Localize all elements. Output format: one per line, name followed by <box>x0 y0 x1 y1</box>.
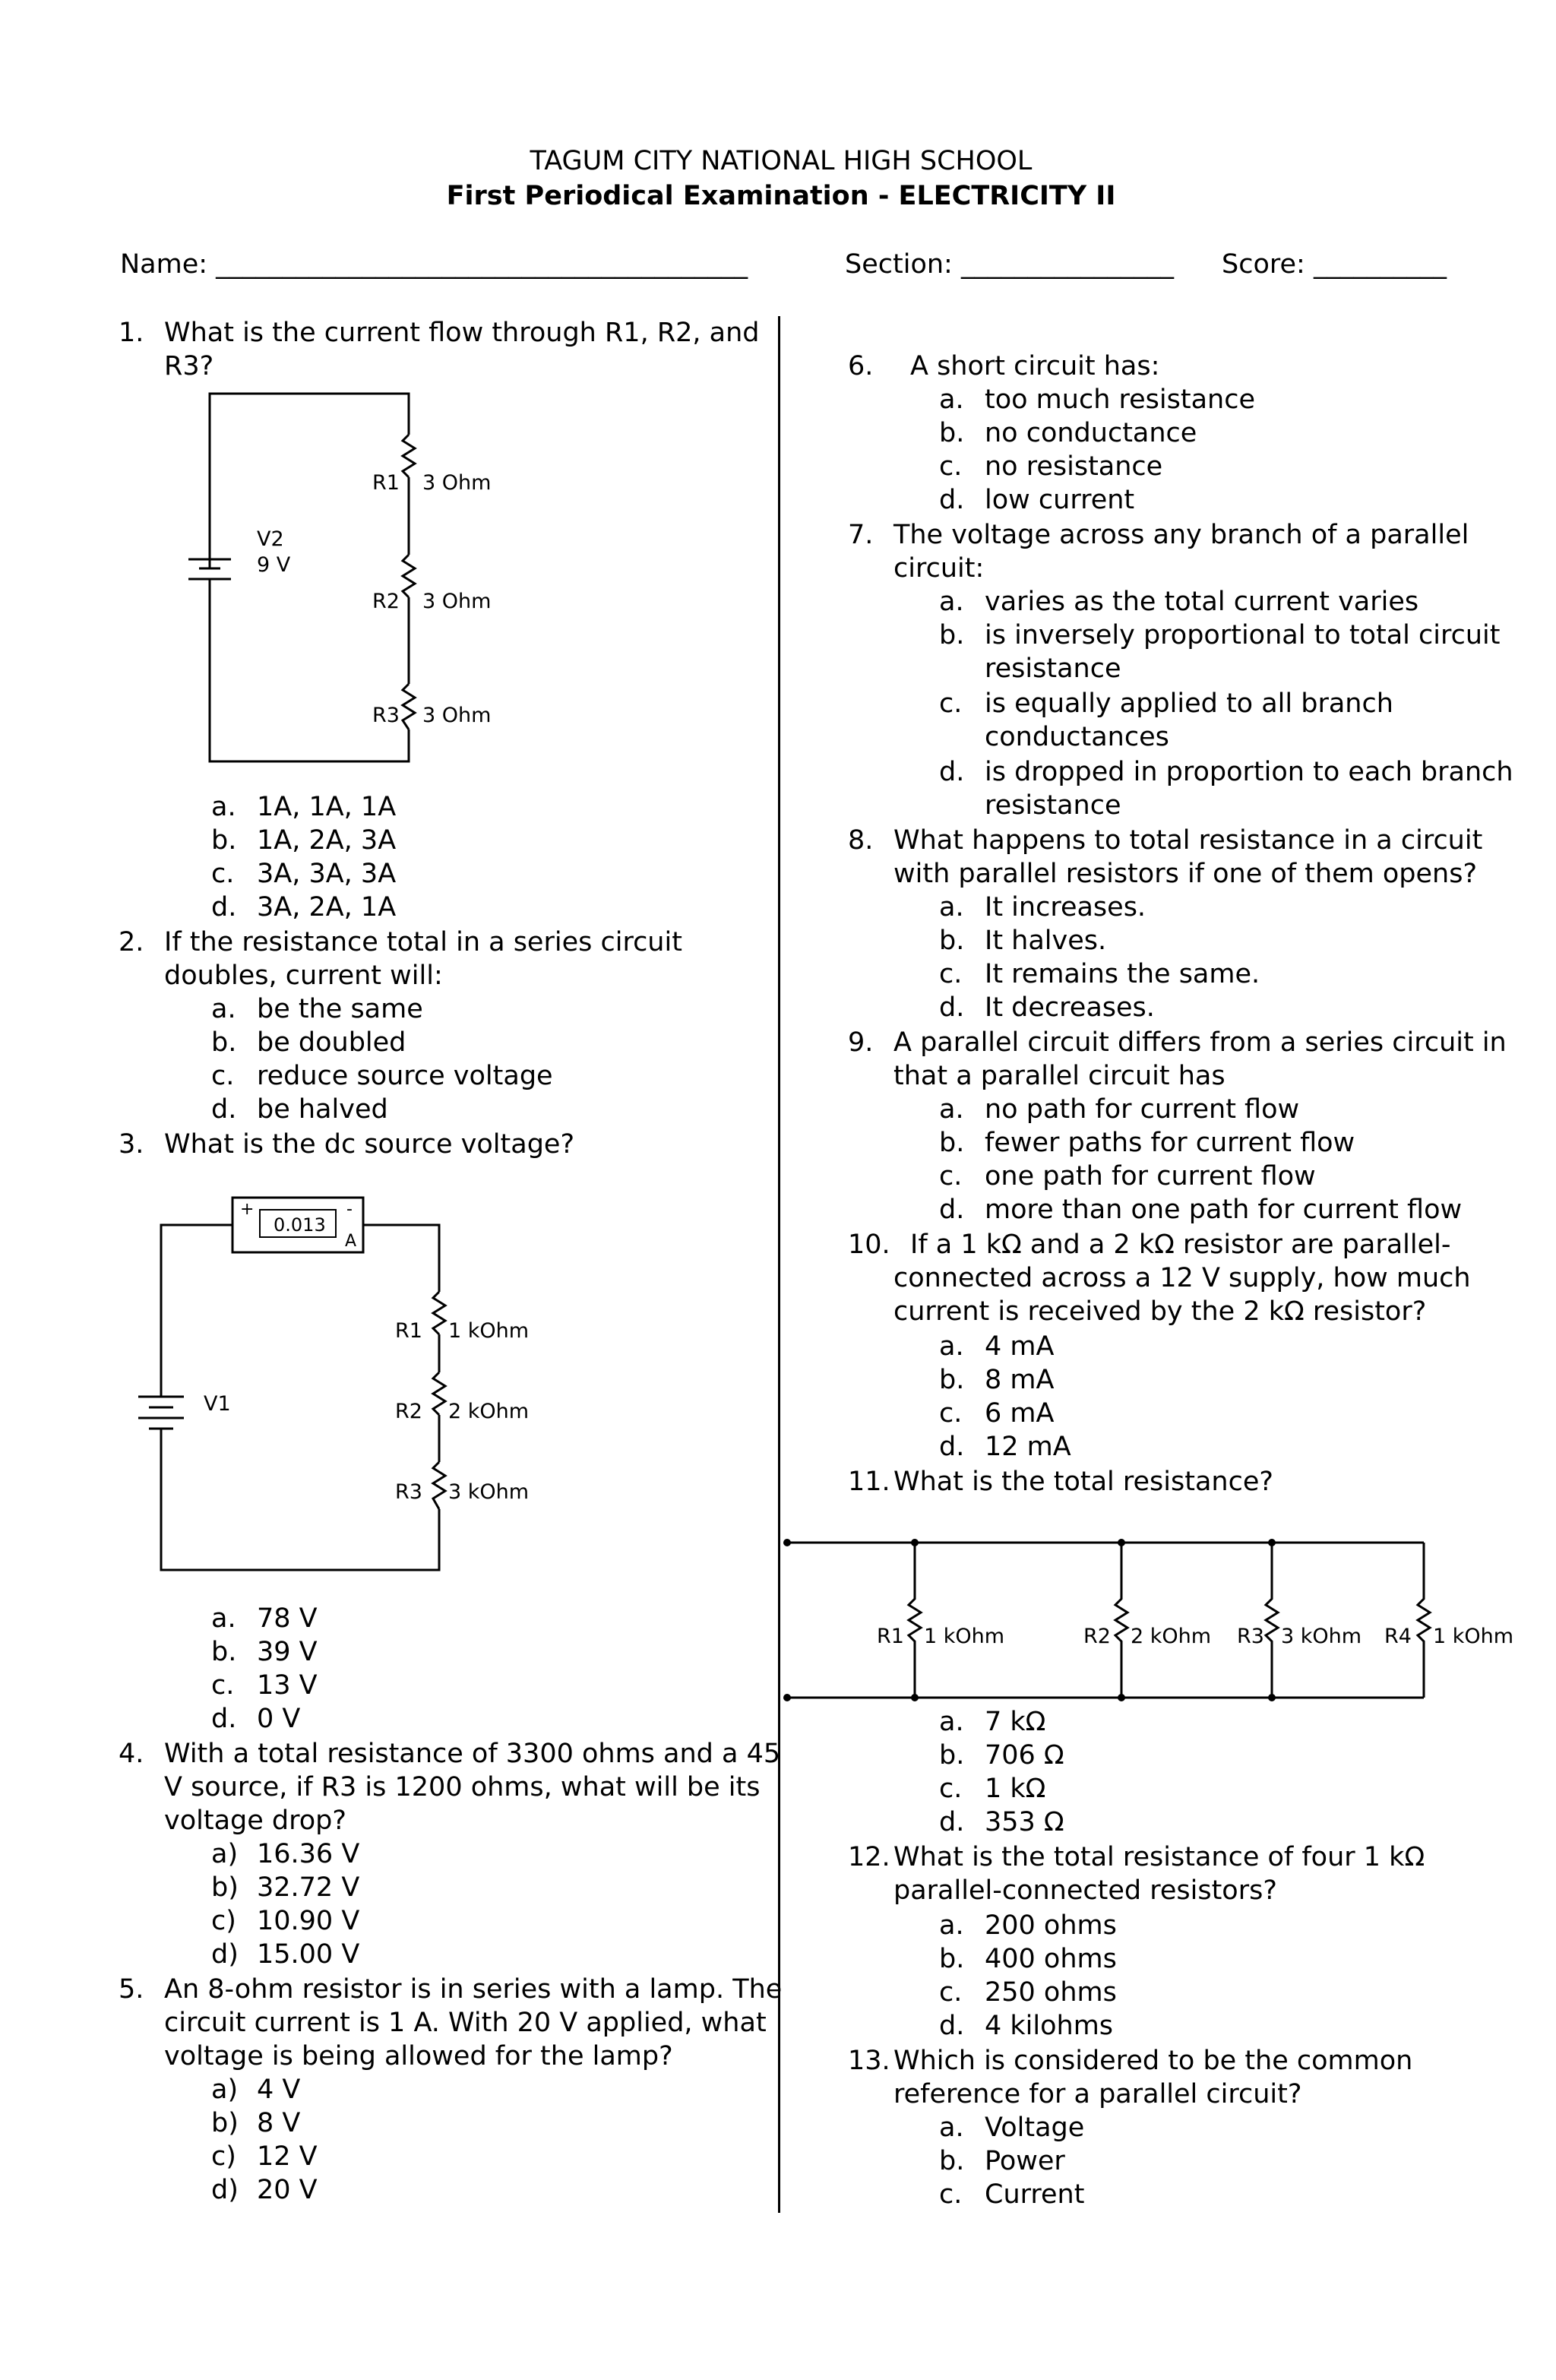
q7-choice-d-line1: is dropped in proportion to each branch <box>985 757 1513 787</box>
q3-choice-b: 39 V <box>257 1637 318 1667</box>
q3-r3-label: R3 <box>395 1480 422 1504</box>
q11-text-line1: What is the total resistance? <box>893 1467 1273 1497</box>
q8-choice-a: It increases. <box>985 892 1146 923</box>
name-field: Name: ________________________________________ <box>120 249 748 280</box>
q9-number: 9. <box>848 1027 874 1058</box>
q9-choice-b: fewer paths for current flow <box>985 1128 1355 1158</box>
section-field: Section: ________________ <box>845 249 1174 280</box>
q11-r4-label: R4 <box>1384 1625 1412 1648</box>
q1-r2-value: 3 Ohm <box>422 590 492 613</box>
q4-choice-d: 15.00 V <box>257 1939 360 1970</box>
q9-choice-c-letter: c. <box>939 1161 963 1192</box>
q3-r3-value: 3 kOhm <box>448 1480 530 1504</box>
q13-choice-a: Voltage <box>985 2113 1085 2143</box>
q4-choice-b: 32.72 V <box>257 1872 360 1903</box>
q3-text-line1: What is the dc source voltage? <box>164 1129 575 1160</box>
q8-choice-c-letter: c. <box>939 959 963 989</box>
q2-text-line1: If the resistance total in a series circuit <box>164 927 682 957</box>
q11-r1-value: 1 kOhm <box>924 1625 1005 1648</box>
q8-choice-a-letter: a. <box>939 892 964 923</box>
q12-choice-b-letter: b. <box>939 1944 965 1974</box>
q1-choice-a-letter: a. <box>211 792 236 822</box>
q10-text-line3: current is received by the 2 kΩ resistor? <box>893 1296 1427 1327</box>
q5-choice-a: 4 V <box>257 2075 301 2105</box>
q11-choice-b: 706 Ω <box>985 1740 1064 1771</box>
q2-choice-d: be halved <box>257 1094 388 1125</box>
q5-choice-d-letter: d) <box>211 2175 239 2205</box>
q9-choice-a-letter: a. <box>939 1094 964 1125</box>
q3-number: 3. <box>119 1129 144 1160</box>
q6-choice-c: no resistance <box>985 451 1163 482</box>
q5-choice-c-letter: c) <box>211 2141 236 2172</box>
q3-r2-label: R2 <box>395 1400 422 1423</box>
q7-choice-b-letter: b. <box>939 620 965 650</box>
q11-choice-b-letter: b. <box>939 1740 965 1771</box>
q12-choice-d-letter: d. <box>939 2011 965 2041</box>
q13-choice-c: Current <box>985 2179 1085 2210</box>
q8-choice-c: It remains the same. <box>985 959 1260 989</box>
q9-choice-d: more than one path for current flow <box>985 1195 1463 1225</box>
q10-choice-d: 12 mA <box>985 1432 1071 1462</box>
q9-choice-c: one path for current flow <box>985 1161 1316 1192</box>
q10-text-line1: If a 1 kΩ and a 2 kΩ resistor are parallel- <box>910 1230 1451 1260</box>
q10-choice-b: 8 mA <box>985 1365 1055 1395</box>
q11-choice-a-letter: a. <box>939 1707 964 1737</box>
q1-choice-c: 3A, 3A, 3A <box>257 859 397 889</box>
q12-text-line1: What is the total resistance of four 1 kΩ <box>893 1842 1425 1872</box>
q11-r1-label: R1 <box>877 1625 904 1648</box>
q10-choice-c: 6 mA <box>985 1398 1055 1429</box>
q1-r3-label: R3 <box>372 704 400 727</box>
q7-choice-d-line2: resistance <box>985 790 1121 821</box>
q10-choice-b-letter: b. <box>939 1365 965 1395</box>
q3-choice-d-letter: d. <box>211 1704 237 1734</box>
exam-title: First Periodical Examination - ELECTRICITY II <box>446 181 1116 211</box>
q1-r3-value: 3 Ohm <box>422 704 492 727</box>
q7-number: 7. <box>848 520 874 550</box>
q7-choice-b-line1: is inversely proportional to total circuit <box>985 620 1501 650</box>
q4-choice-c: 10.90 V <box>257 1906 360 1936</box>
q1-choice-c-letter: c. <box>211 859 235 889</box>
q11-resistor-r4 <box>1418 1543 1430 1698</box>
q6-choice-d: low current <box>985 485 1135 515</box>
q8-text-line2: with parallel resistors if one of them opens? <box>893 859 1478 889</box>
q6-number: 6. <box>848 351 874 381</box>
q5-choice-d: 20 V <box>257 2175 318 2205</box>
q13-choice-c-letter: c. <box>939 2179 963 2210</box>
q11-resistor-r2 <box>1115 1543 1127 1698</box>
q13-text-line1: Which is considered to be the common <box>893 2046 1413 2076</box>
q1-text-line2: R3? <box>164 351 214 381</box>
q12-number: 12. <box>848 1842 890 1872</box>
q5-choice-a-letter: a) <box>211 2075 239 2105</box>
q5-text-line1: An 8-ohm resistor is in series with a lamp. The <box>164 1974 783 2005</box>
q6-choice-a-letter: a. <box>939 385 964 415</box>
q6-choice-b-letter: b. <box>939 418 965 448</box>
q3-choice-d: 0 V <box>257 1704 301 1734</box>
q3-meter-unit: A <box>345 1232 357 1251</box>
q9-choice-d-letter: d. <box>939 1195 965 1225</box>
q2-choice-a-letter: a. <box>211 994 236 1024</box>
q5-text-line3: voltage is being allowed for the lamp? <box>164 2041 673 2071</box>
q13-text-line2: reference for a parallel circuit? <box>893 2079 1302 2109</box>
q6-choice-c-letter: c. <box>939 451 963 482</box>
q6-choice-a: too much resistance <box>985 385 1255 415</box>
q7-choice-c-line2: conductances <box>985 722 1169 752</box>
q1-number: 1. <box>119 318 144 348</box>
q1-choice-b-letter: b. <box>211 825 237 856</box>
q4-text-line1: With a total resistance of 3300 ohms and a 45 <box>164 1739 781 1769</box>
q7-text-line1: The voltage across any branch of a parallel <box>893 520 1469 550</box>
q1-source-voltage: 9 V <box>257 553 291 577</box>
q4-choice-c-letter: c) <box>211 1906 236 1936</box>
q7-text-line2: circuit: <box>893 553 985 584</box>
q9-text-line1: A parallel circuit differs from a series circuit in <box>893 1027 1507 1058</box>
q4-choice-a-letter: a) <box>211 1839 239 1869</box>
q8-choice-d-letter: d. <box>939 992 965 1023</box>
q3-r2-value: 2 kOhm <box>448 1400 530 1423</box>
q13-number: 13. <box>848 2046 890 2076</box>
q3-meter-plus: + <box>240 1200 255 1219</box>
q8-choice-b-letter: b. <box>939 926 965 956</box>
q10-text-line2: connected across a 12 V supply, how much <box>893 1263 1471 1293</box>
q11-r2-value: 2 kOhm <box>1131 1625 1212 1648</box>
q4-choice-d-letter: d) <box>211 1939 239 1970</box>
q11-choice-d: 353 Ω <box>985 1807 1064 1837</box>
q10-choice-a: 4 mA <box>985 1331 1055 1362</box>
q11-choice-c: 1 kΩ <box>985 1774 1046 1804</box>
q5-choice-c: 12 V <box>257 2141 318 2172</box>
q3-choice-a-letter: a. <box>211 1603 236 1634</box>
q7-choice-c-letter: c. <box>939 688 963 719</box>
q2-choice-a: be the same <box>257 994 423 1024</box>
q5-number: 5. <box>119 1974 144 2005</box>
q1-choice-d: 3A, 2A, 1A <box>257 892 397 923</box>
q11-r3-value: 3 kOhm <box>1281 1625 1362 1648</box>
q11-terminal-bottom <box>783 1694 791 1701</box>
q11-resistor-r3 <box>1266 1543 1278 1698</box>
q2-text-line2: doubles, current will: <box>164 961 443 991</box>
q3-r1-label: R1 <box>395 1319 422 1343</box>
q8-choice-d: It decreases. <box>985 992 1155 1023</box>
q12-choice-d: 4 kilohms <box>985 2011 1114 2041</box>
q10-number: 10. <box>848 1230 890 1260</box>
q10-choice-a-letter: a. <box>939 1331 964 1362</box>
q13-choice-b: Power <box>985 2146 1065 2176</box>
q7-choice-a-letter: a. <box>939 587 964 617</box>
q12-text-line2: parallel-connected resistors? <box>893 1875 1277 1906</box>
school-name: TAGUM CITY NATIONAL HIGH SCHOOL <box>530 146 1033 176</box>
q7-choice-c-line1: is equally applied to all branch <box>985 688 1393 719</box>
q5-choice-b: 8 V <box>257 2108 301 2138</box>
q3-r1-value: 1 kOhm <box>448 1319 530 1343</box>
q9-choice-b-letter: b. <box>939 1128 965 1158</box>
q3-choice-c-letter: c. <box>211 1670 235 1701</box>
q8-choice-b: It halves. <box>985 926 1107 956</box>
q3-choice-b-letter: b. <box>211 1637 237 1667</box>
q9-text-line2: that a parallel circuit has <box>893 1061 1226 1091</box>
q1-text-line1: What is the current flow through R1, R2, and <box>164 318 760 348</box>
q5-choice-b-letter: b) <box>211 2108 239 2138</box>
q8-number: 8. <box>848 825 874 856</box>
q6-text-line1: A short circuit has: <box>910 351 1160 381</box>
q1-r1-value: 3 Ohm <box>422 471 492 495</box>
q7-choice-d-letter: d. <box>939 757 965 787</box>
q9-choice-a: no path for current flow <box>985 1094 1300 1125</box>
q3-choice-a: 78 V <box>257 1603 318 1634</box>
q4-choice-a: 16.36 V <box>257 1839 360 1869</box>
q13-choice-a-letter: a. <box>939 2113 964 2143</box>
q11-r2-label: R2 <box>1083 1625 1111 1648</box>
q11-choice-a: 7 kΩ <box>985 1707 1046 1737</box>
q12-choice-c-letter: c. <box>939 1977 963 2008</box>
q1-choice-d-letter: d. <box>211 892 237 923</box>
q12-choice-a: 200 ohms <box>985 1910 1117 1941</box>
q5-text-line2: circuit current is 1 A. With 20 V applied, what <box>164 2008 767 2038</box>
q2-number: 2. <box>119 927 144 957</box>
q10-choice-c-letter: c. <box>939 1398 963 1429</box>
q3-meter-reading: 0.013 <box>274 1214 326 1236</box>
q7-choice-b-line2: resistance <box>985 654 1121 684</box>
q7-choice-a: varies as the total current varies <box>985 587 1419 617</box>
q3-source-label: V1 <box>204 1392 231 1416</box>
q1-choice-a: 1A, 1A, 1A <box>257 792 397 822</box>
q2-choice-b: be doubled <box>257 1027 406 1058</box>
q1-r2-label: R2 <box>372 590 400 613</box>
q11-number: 11. <box>848 1467 890 1497</box>
q2-choice-d-letter: d. <box>211 1094 237 1125</box>
score-field: Score: __________ <box>1222 249 1447 280</box>
q6-choice-d-letter: d. <box>939 485 965 515</box>
q13-choice-b-letter: b. <box>939 2146 965 2176</box>
q1-source-label: V2 <box>257 527 284 551</box>
q1-r1-label: R1 <box>372 471 400 495</box>
q12-choice-b: 400 ohms <box>985 1944 1117 1974</box>
q3-meter-minus: - <box>346 1200 353 1219</box>
q11-choice-c-letter: c. <box>939 1774 963 1804</box>
q11-r3-label: R3 <box>1237 1625 1264 1648</box>
q4-choice-b-letter: b) <box>211 1872 239 1903</box>
q2-choice-c: reduce source voltage <box>257 1061 553 1091</box>
q4-number: 4. <box>119 1739 144 1769</box>
q2-choice-b-letter: b. <box>211 1027 237 1058</box>
q6-choice-b: no conductance <box>985 418 1197 448</box>
q1-choice-b: 1A, 2A, 3A <box>257 825 397 856</box>
q4-text-line3: voltage drop? <box>164 1806 346 1836</box>
q11-r4-value: 1 kOhm <box>1433 1625 1514 1648</box>
q4-text-line2: V source, if R3 is 1200 ohms, what will be its <box>164 1772 761 1802</box>
q12-choice-c: 250 ohms <box>985 1977 1117 2008</box>
q2-choice-c-letter: c. <box>211 1061 235 1091</box>
q11-resistor-r1 <box>909 1543 921 1698</box>
q12-choice-a-letter: a. <box>939 1910 964 1941</box>
q11-terminal-top <box>783 1539 791 1546</box>
q3-choice-c: 13 V <box>257 1670 318 1701</box>
q10-choice-d-letter: d. <box>939 1432 965 1462</box>
q8-text-line1: What happens to total resistance in a circuit <box>893 825 1483 856</box>
q11-choice-d-letter: d. <box>939 1807 965 1837</box>
